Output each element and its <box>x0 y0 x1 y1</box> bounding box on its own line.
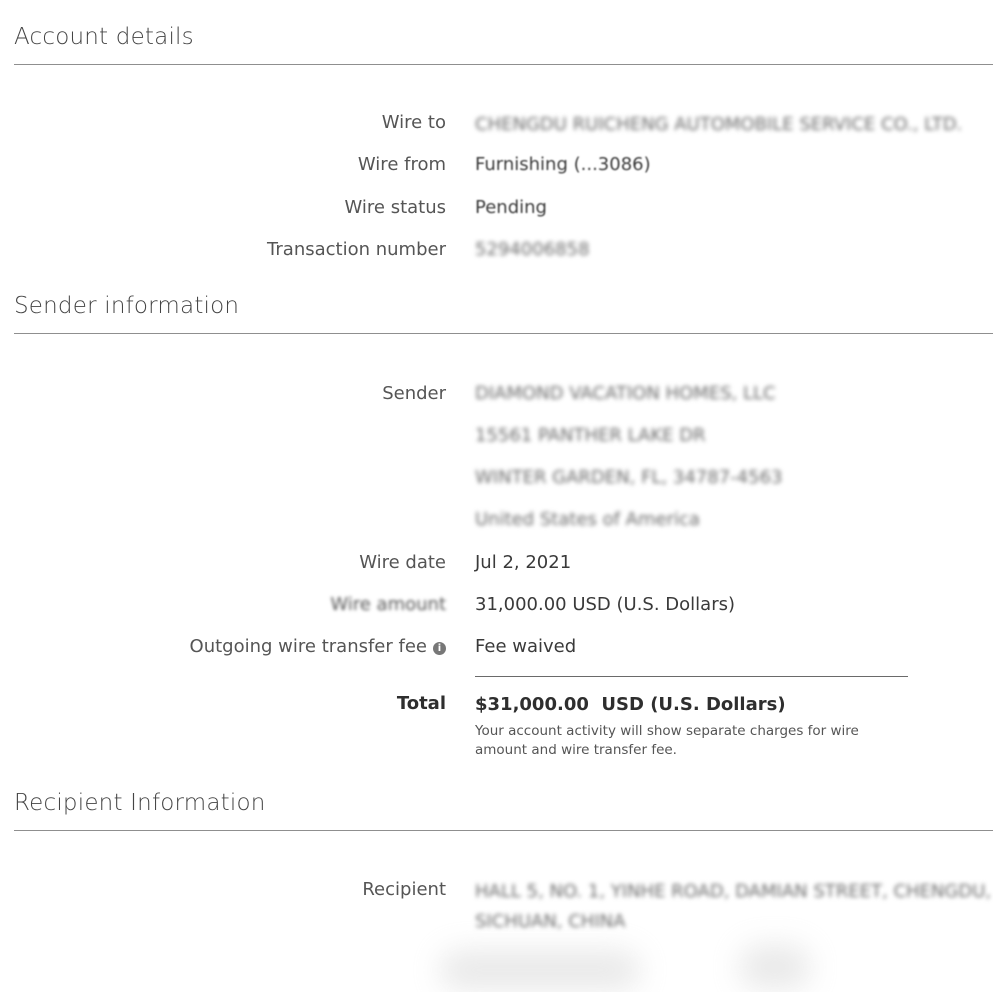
total-divider <box>475 676 908 677</box>
recipient-region-line: SICHUAN, CHINA <box>475 911 626 932</box>
wire-from-label: Wire from <box>357 154 446 175</box>
wire-status-label: Wire status <box>344 197 446 218</box>
fee-label-text: Outgoing wire transfer fee <box>189 636 427 657</box>
total-value: $31,000.00 USD (U.S. Dollars) <box>475 694 786 715</box>
fee-value: Fee waived <box>475 636 577 657</box>
blurred-area <box>440 950 640 990</box>
wire-to-label: Wire to <box>381 112 446 133</box>
wire-amount-value: 31,000.00 USD (U.S. Dollars) <box>475 594 736 615</box>
wire-status-value: Pending <box>475 197 547 218</box>
recipient-address-line: HALL 5, NO. 1, YINHE ROAD, DAMIAN STREET, CHENGDU, <box>475 881 992 902</box>
section-divider <box>14 830 993 831</box>
fee-label <box>190 636 446 657</box>
sender-label: Sender <box>382 383 446 404</box>
wire-from-value: Furnishing (...3086) <box>475 154 651 175</box>
transaction-number-value: 5294006858 <box>475 239 590 260</box>
recipient-label: Recipient <box>362 879 446 900</box>
sender-information-title: Sender information <box>14 293 240 319</box>
sender-city-line: WINTER GARDEN, FL, 34787-4563 <box>475 467 783 488</box>
sender-country: United States of America <box>475 509 700 530</box>
total-label: Total <box>396 693 446 714</box>
blurred-area <box>740 945 810 989</box>
sender-name: DIAMOND VACATION HOMES, LLC <box>475 383 776 404</box>
recipient-information-title: Recipient Information <box>14 790 266 816</box>
wire-date-label: Wire date <box>359 552 446 573</box>
transaction-number-label: Transaction number <box>267 239 446 260</box>
section-divider <box>14 333 993 334</box>
account-details-title: Account details <box>14 24 194 50</box>
wire-to-value: CHENGDU RUICHENG AUTOMOBILE SERVICE CO., LTD. <box>475 114 963 135</box>
wire-amount-label: Wire amount <box>330 594 446 615</box>
sender-address-line: 15561 PANTHER LAKE DR <box>475 425 706 446</box>
info-icon[interactable]: i <box>433 642 446 655</box>
total-note: Your account activity will show separate charges for wire amount and wire transfer fee. <box>475 723 859 758</box>
wire-date-value: Jul 2, 2021 <box>475 552 572 573</box>
section-divider <box>14 64 993 65</box>
